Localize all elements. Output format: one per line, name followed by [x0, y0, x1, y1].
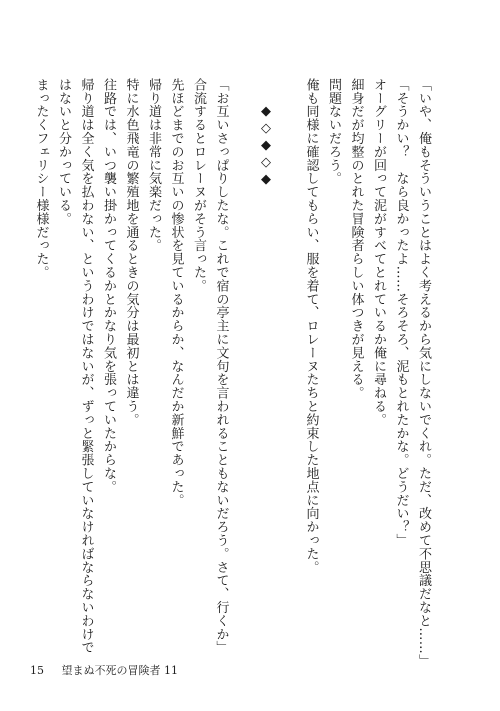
text-line: 俺も同様に確認してもらい、服を着て、ロレーヌたちと約束した地点に向かった。	[303, 78, 319, 574]
text-line: はないと分かっている。	[56, 78, 71, 226]
vertical-text-block	[29, 78, 434, 668]
page-number: 15	[30, 664, 44, 677]
blank-line	[277, 78, 300, 668]
page-footer	[30, 662, 178, 678]
text-line: 先ほどまでのお互いの惨状を見ているからか、なんだか新鮮であった。	[168, 78, 184, 507]
text-line: 帰り道は全く気を払わない、というわけではないが、ずっと緊張していなければならないわけで	[78, 78, 94, 655]
text-line: オーグリーが回って泥がすべてとれているか俺に尋ねる。	[371, 78, 386, 427]
text-line: 「いや、俺もそういうことはよく考えるから気にしないでくれ。ただ、改めて不思議だなと……」	[416, 78, 431, 668]
text-line: まったくフェリシー様様だった。	[33, 78, 49, 279]
scene-separator: ◆◇◆◇◆	[258, 104, 274, 189]
text-line: 細身だが均整のとれた冒険者らしい体つきが見える。	[348, 78, 364, 400]
text-line: 特に水色飛竜の繁殖地を通るときの気分は最初とは違う。	[123, 78, 139, 427]
text-line: 問題ないだろう。	[326, 78, 341, 186]
text-line: 「そうかい？ なら良かったよ……そろそろ、泥もとれたかな。どうだい？」	[393, 78, 409, 547]
book-title: 望まぬ不死の冒険者 11	[61, 664, 178, 677]
text-line: 「お互いさっぱりしたな。これで宿の亭主に文句を言われることもないだろう。さて、行くか」	[213, 78, 229, 655]
text-line: 帰り道は非常に気楽だった。	[146, 78, 161, 253]
text-line: 往路では、いつ襲い掛かってくるかとかなり気を張っていたからな。	[101, 78, 116, 494]
blank-line	[232, 78, 255, 668]
text-line: 合流するとロレーヌがそう言った。	[191, 78, 206, 293]
